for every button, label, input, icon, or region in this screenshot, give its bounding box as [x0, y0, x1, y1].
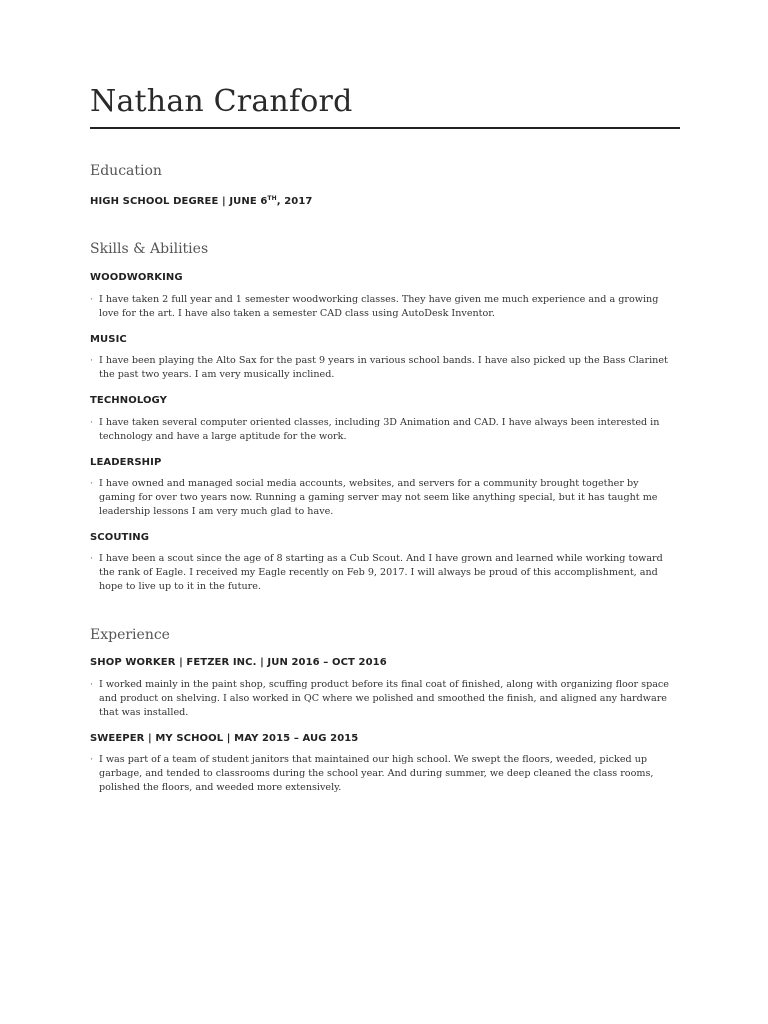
skill-text: I have taken several computer oriented classes, including 3D Animation and CAD. I have always been interested in technology and have a large aptitude for the work.	[99, 417, 660, 442]
name-divider	[90, 127, 680, 129]
skill-item-scouting	[90, 552, 675, 594]
bullet-dot: ·	[90, 355, 94, 366]
skill-heading-music: MUSIC	[90, 334, 127, 345]
degree-superscript: TH	[267, 195, 277, 202]
skill-item-technology	[90, 416, 675, 444]
skill-text: I have taken 2 full year and 1 semester woodworking classes. They have given me much experience and a growing love for the art. I have also taken a semester CAD class using AutoDesk Inventor.	[99, 294, 659, 319]
job-item-sweeper	[90, 753, 675, 795]
education-degree	[90, 195, 312, 207]
job-heading-shop-worker: SHOP WORKER | FETZER INC. | JUN 2016 – OCT 2016	[90, 657, 387, 668]
job-text: I was part of a team of student janitors that maintained our high school. We swept the floors, weeded, picked up garbage, and tended to classrooms during the school year. And during summer, we deep cleaned the class rooms, polished the floors, and weeded more extensively.	[99, 754, 654, 793]
skill-heading-leadership: LEADERSHIP	[90, 457, 162, 468]
education-title: Education	[90, 163, 162, 179]
bullet-dot: ·	[90, 679, 94, 690]
skill-item-woodworking	[90, 293, 675, 321]
bullet-dot: ·	[90, 553, 94, 564]
job-text: I worked mainly in the paint shop, scuffing product before its final coat of finished, along with organizing floor space and product on shelving. I also worked in QC where we polished and smoothed the finish, and aligned any hardware that was installed.	[99, 679, 669, 718]
degree-suffix: , 2017	[276, 196, 313, 207]
bullet-dot: ·	[90, 417, 94, 428]
skill-text: I have owned and managed social media accounts, websites, and servers for a community brought together by gaming for over two years now. Running a gaming server may not seem like anything special, but it has taught me leadership lessons I am very much glad to have.	[99, 478, 658, 517]
job-item-shop-worker	[90, 678, 675, 720]
skill-text: I have been playing the Alto Sax for the past 9 years in various school bands. I have also picked up the Bass Clarinet the past two years. I am very musically inclined.	[99, 355, 668, 380]
skill-heading-technology: TECHNOLOGY	[90, 395, 167, 406]
bullet-dot: ·	[90, 754, 94, 765]
skill-heading-scouting: SCOUTING	[90, 532, 150, 543]
skill-item-leadership	[90, 477, 675, 519]
experience-title: Experience	[90, 627, 170, 643]
skill-text: I have been a scout since the age of 8 starting as a Cub Scout. And I have grown and learned while working toward the rank of Eagle. I received my Eagle recently on Feb 9, 2017. I will always be proud of this accomplishment, and hope to live up to it in the future.	[99, 553, 663, 592]
bullet-dot: ·	[90, 478, 94, 489]
bullet-dot: ·	[90, 294, 94, 305]
skills-title: Skills & Abilities	[90, 241, 209, 257]
skill-item-music	[90, 354, 675, 382]
degree-prefix: HIGH SCHOOL DEGREE | JUNE 6	[90, 196, 268, 207]
skill-heading-woodworking: WOODWORKING	[90, 272, 183, 283]
applicant-name: Nathan Cranford	[90, 84, 353, 119]
job-heading-sweeper: SWEEPER | MY SCHOOL | MAY 2015 – AUG 2015	[90, 733, 359, 744]
